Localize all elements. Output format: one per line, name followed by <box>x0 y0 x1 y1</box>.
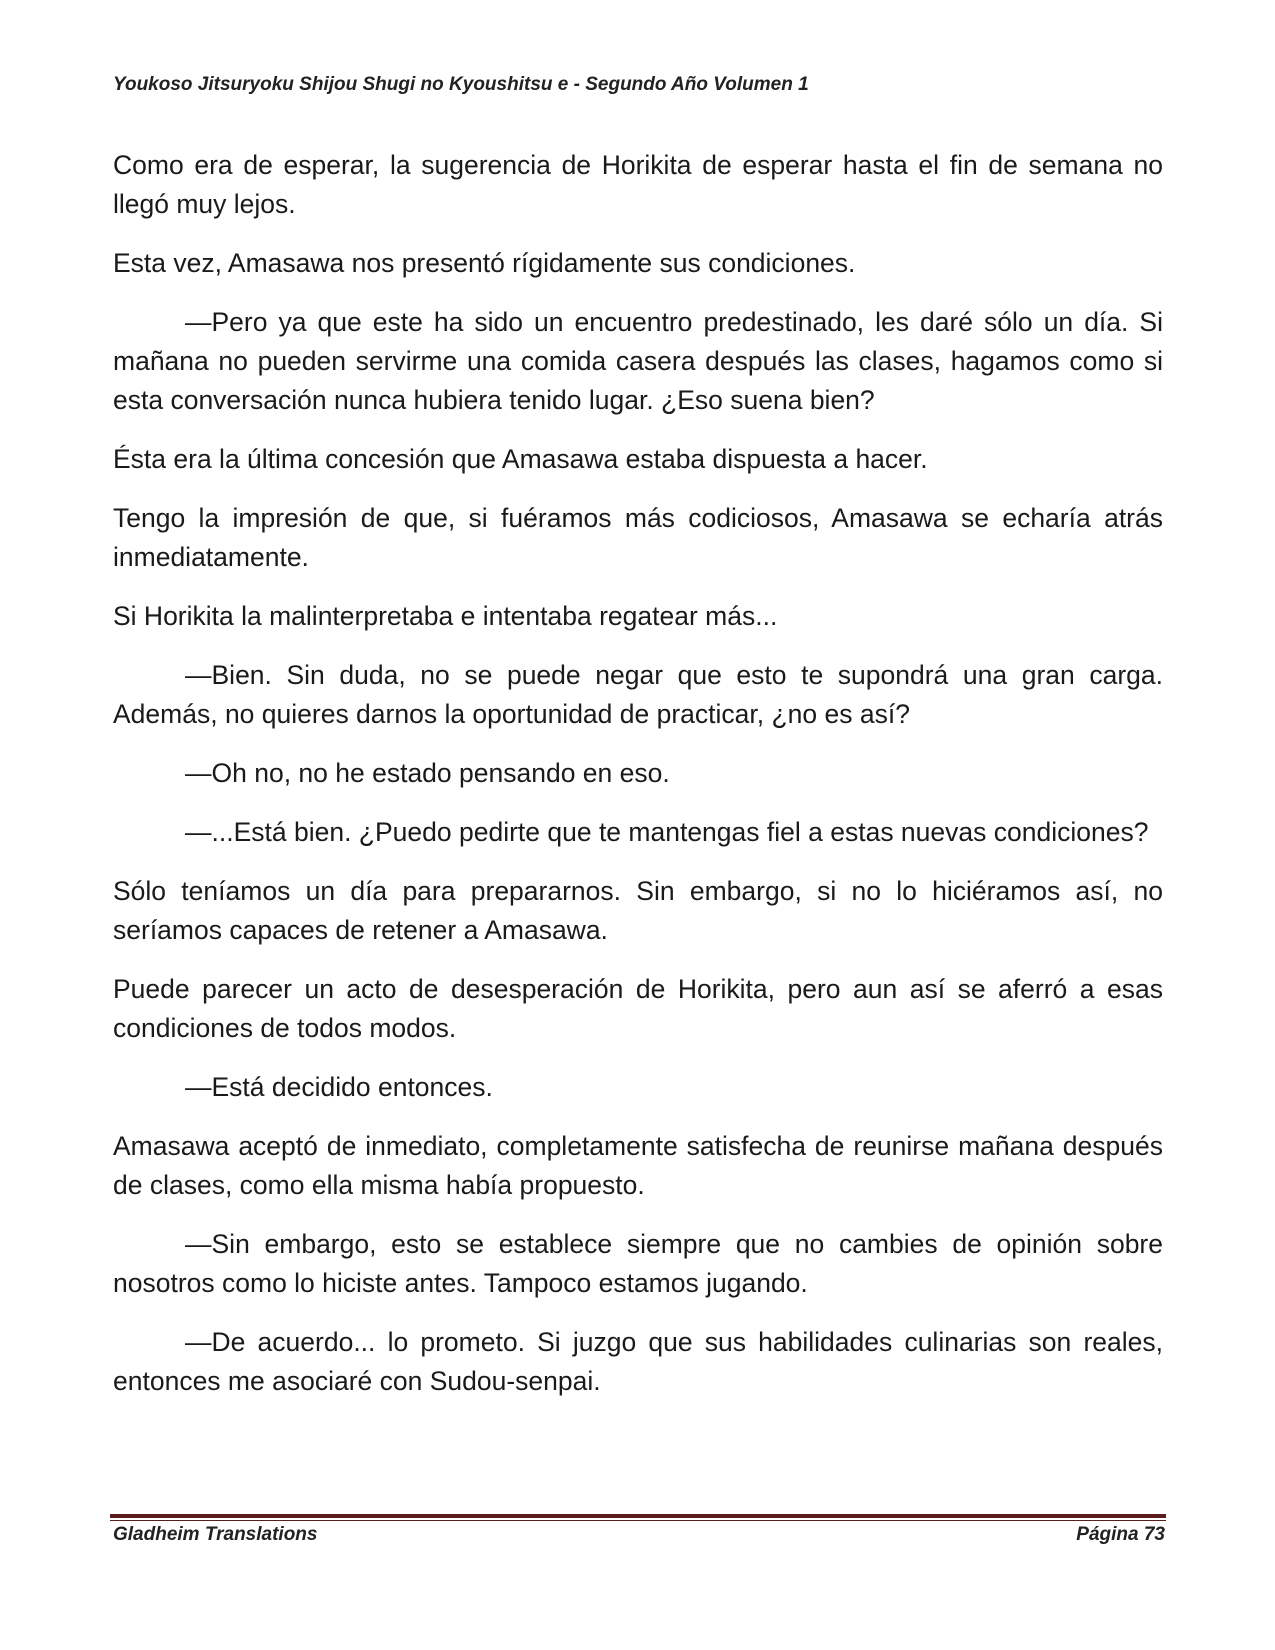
paragraph: Puede parecer un acto de desesperación de Horikita, pero aun así se aferró a esas condiciones de todos modos. <box>113 974 1163 1043</box>
document-body <box>113 146 1163 1421</box>
footer-translator: Gladheim Translations <box>113 1524 318 1545</box>
dialog-paragraph: —Pero ya que este ha sido un encuentro predestinado, les daré sólo un día. Si mañana no pueden servirme una comida casera después las clases, hagamos como si esta conversación nunca hubiera tenido lugar. ¿Eso suena bien? <box>113 307 1163 415</box>
paragraph: Si Horikita la malinterpretaba e intentaba regatear más... <box>113 601 778 631</box>
footer-divider-thick <box>110 1514 1166 1518</box>
dialog-paragraph: —Bien. Sin duda, no se puede negar que esto te supondrá una gran carga. Además, no quieres darnos la oportunidad de practicar, ¿no es así? <box>113 660 1163 729</box>
paragraph: Ésta era la última concesión que Amasawa estaba dispuesta a hacer. <box>113 444 928 474</box>
page-header-title: Youkoso Jitsuryoku Shijou Shugi no Kyoushitsu e - Segundo Año Volumen 1 <box>113 74 809 95</box>
dialog-paragraph: —Está decidido entonces. <box>185 1072 493 1102</box>
dialog-paragraph: —Sin embargo, esto se establece siempre que no cambies de opinión sobre nosotros como lo hiciste antes. Tampoco estamos jugando. <box>113 1229 1163 1298</box>
paragraph: Sólo teníamos un día para prepararnos. Sin embargo, si no lo hiciéramos así, no seríamos capaces de retener a Amasawa. <box>113 876 1163 945</box>
paragraph: Tengo la impresión de que, si fuéramos más codiciosos, Amasawa se echaría atrás inmediatamente. <box>113 503 1163 572</box>
dialog-paragraph: —...Está bien. ¿Puedo pedirte que te mantengas fiel a estas nuevas condiciones? <box>185 817 1149 847</box>
footer-divider-thin <box>110 1520 1166 1521</box>
paragraph: Como era de esperar, la sugerencia de Horikita de esperar hasta el fin de semana no llegó muy lejos. <box>113 150 1163 219</box>
paragraph: Amasawa aceptó de inmediato, completamente satisfecha de reunirse mañana después de clases, como ella misma había propuesto. <box>113 1131 1163 1200</box>
dialog-paragraph: —Oh no, no he estado pensando en eso. <box>185 758 670 788</box>
footer-page-number: Página 73 <box>1076 1524 1165 1545</box>
dialog-paragraph: —De acuerdo... lo prometo. Si juzgo que sus habilidades culinarias son reales, entonces me asociaré con Sudou-senpai. <box>113 1327 1163 1396</box>
paragraph: Esta vez, Amasawa nos presentó rígidamente sus condiciones. <box>113 248 856 278</box>
